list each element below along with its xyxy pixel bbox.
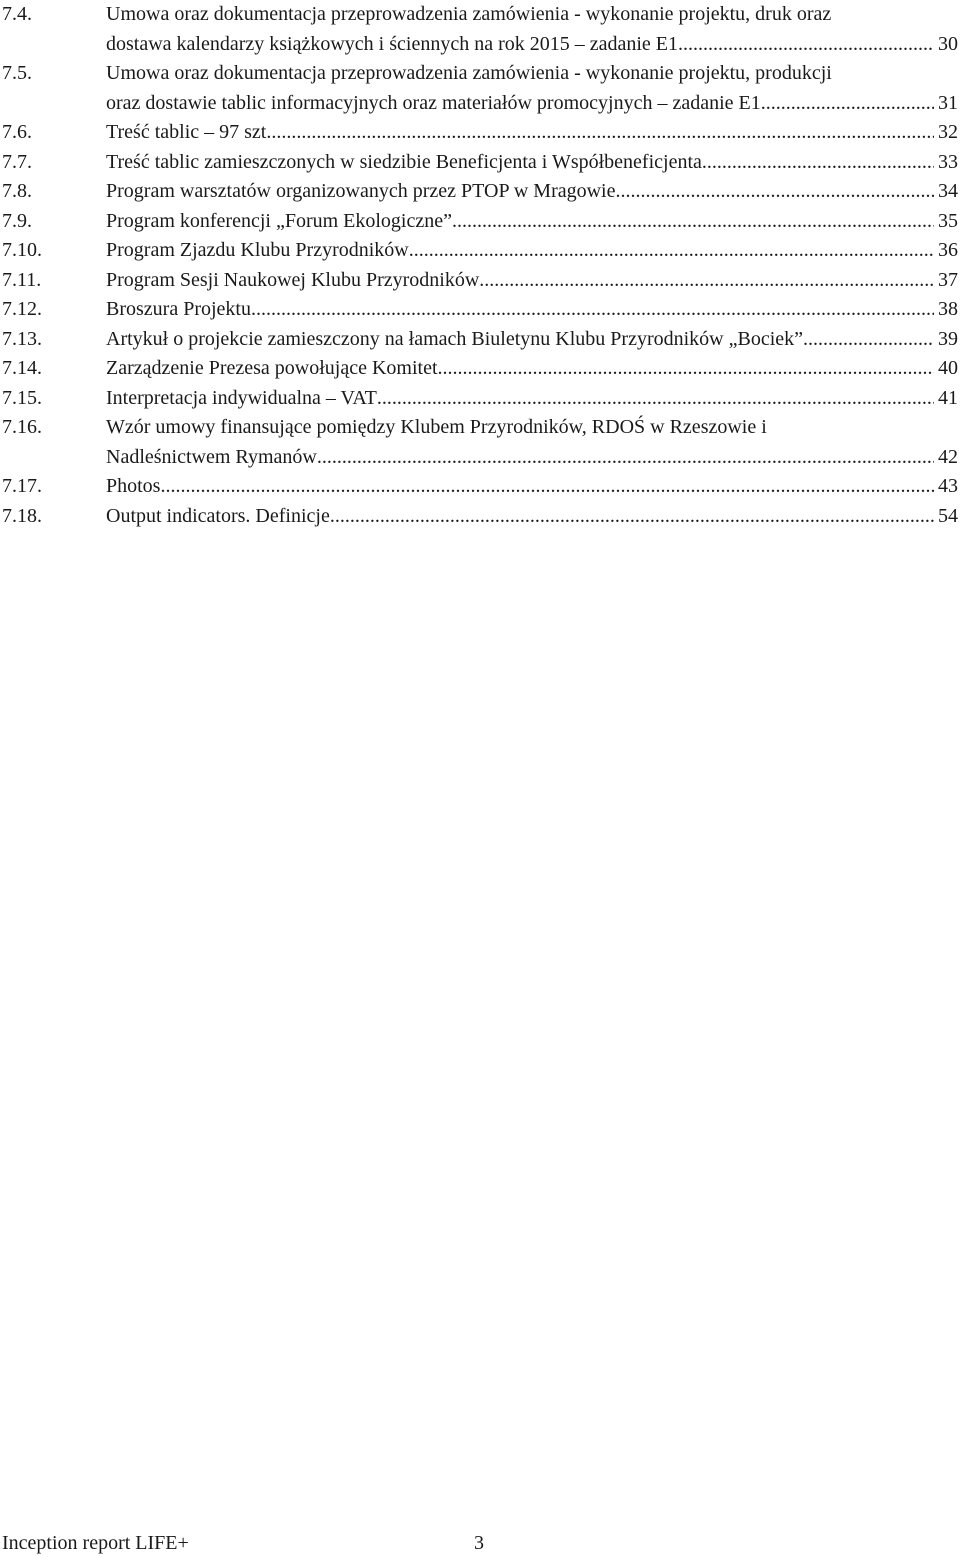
- toc-entry-page: 54: [938, 504, 958, 527]
- toc-entry[interactable]: [0, 236, 960, 266]
- toc-entry-body: [106, 266, 960, 296]
- toc-entry-body: [106, 354, 960, 384]
- toc-entry-last-line: [106, 118, 958, 148]
- toc-entry-title-line: Photos: [106, 475, 161, 497]
- toc-entry[interactable]: [0, 177, 960, 207]
- toc-entry-body: [106, 59, 960, 118]
- footer-title: Inception report LIFE+: [2, 1532, 189, 1554]
- toc-entry-page: 41: [938, 386, 958, 409]
- toc-entry-title-line: Program konferencji „Forum Ekologiczne”: [106, 209, 452, 232]
- toc-entry-title-line: Zarządzenie Prezesa powołujące Komitet: [106, 357, 438, 379]
- toc-entry[interactable]: [0, 413, 960, 472]
- dot-leader: [808, 325, 934, 355]
- toc-entry[interactable]: [0, 295, 960, 325]
- toc-entry-body: [106, 325, 960, 355]
- toc-entry-page: 31: [938, 91, 958, 114]
- toc-entry-last-line: [106, 295, 958, 325]
- toc-entry-last-line: [106, 148, 958, 178]
- toc-entry-title-line: Nadleśnictwem Rymanów: [106, 445, 317, 468]
- dot-leader: [317, 443, 934, 473]
- toc-entry-number: 7.11.: [2, 268, 42, 291]
- toc-entry-page: 39: [938, 327, 958, 350]
- toc-entry-body: [106, 413, 960, 472]
- toc-entry-page: 35: [938, 209, 958, 232]
- toc-entry-page: 34: [938, 180, 958, 202]
- toc-entry[interactable]: [0, 118, 960, 148]
- toc-entry-number: 7.17.: [2, 475, 42, 497]
- dot-leader: [438, 354, 934, 384]
- toc-entry-last-line: [106, 472, 958, 502]
- toc-entry-body: [106, 148, 960, 178]
- toc-entry-title-line: Program Sesji Naukowej Klubu Przyrodników: [106, 268, 480, 291]
- dot-leader: [377, 384, 934, 414]
- toc-entry-number: 7.7.: [2, 150, 32, 173]
- page-footer: [0, 1529, 960, 1558]
- toc-entry[interactable]: [0, 354, 960, 384]
- toc-entry-title-line: Program warsztatów organizowanych przez PTOP w Mragowie: [106, 180, 616, 202]
- dot-leader: [479, 266, 934, 296]
- toc-entry-number: 7.4.: [2, 3, 32, 25]
- toc-entry-number: 7.5.: [2, 62, 32, 84]
- toc-entry-number: 7.10.: [2, 239, 42, 261]
- dot-leader: [251, 295, 934, 325]
- toc-entry-title-line: Output indicators. Definicje.: [106, 504, 335, 527]
- toc-entry-number: 7.9.: [2, 209, 32, 232]
- dot-leader: [452, 207, 934, 237]
- toc-entry-body: [106, 472, 960, 502]
- toc-entry-number: 7.16.: [2, 416, 42, 438]
- toc-entry-last-line: [106, 384, 958, 414]
- toc-entry-title-line: dostawa kalendarzy książkowych i ściennych na rok 2015 – zadanie E1: [106, 32, 679, 55]
- toc-entry-last-line: [106, 502, 958, 532]
- toc-entry-title-line: Artykuł o projekcie zamieszczony na łamach Biuletynu Klubu Przyrodników „Bociek”.: [106, 327, 809, 350]
- dot-leader: [160, 472, 934, 502]
- dot-leader: [702, 148, 934, 178]
- toc-entry-page: 36: [938, 239, 958, 261]
- toc-entry-page: 32: [938, 121, 958, 143]
- toc-entry-number: 7.15.: [2, 386, 42, 409]
- toc-entry-body: [106, 502, 960, 532]
- dot-leader: [678, 30, 934, 60]
- toc-entry-last-line: [106, 354, 958, 384]
- toc-entry-page: 37: [938, 268, 958, 291]
- toc-entry-body: [106, 118, 960, 148]
- toc-entry-body: [106, 236, 960, 266]
- toc-entry-body: [106, 384, 960, 414]
- toc-entry-last-line: [106, 236, 958, 266]
- toc-entry-page: 40: [938, 357, 958, 379]
- toc-entry-number: 7.18.: [2, 504, 42, 527]
- toc-entry-title-line: Broszura Projektu: [106, 298, 251, 320]
- toc-entry-last-line: [106, 443, 958, 473]
- table-of-contents: [0, 0, 960, 531]
- footer-page-number: 3: [474, 1532, 484, 1554]
- toc-entry-page: 43: [938, 475, 958, 497]
- toc-entry-number: 7.14.: [2, 357, 42, 379]
- toc-entry-title-line: oraz dostawie tablic informacyjnych oraz materiałów promocyjnych – zadanie E1: [106, 91, 761, 114]
- toc-entry[interactable]: [0, 148, 960, 178]
- dot-leader: [616, 177, 935, 207]
- toc-entry-last-line: [106, 30, 958, 60]
- toc-entry-body: [106, 177, 960, 207]
- toc-entry[interactable]: [0, 472, 960, 502]
- toc-entry-number: 7.8.: [2, 180, 32, 202]
- toc-entry-page: 30: [938, 32, 958, 55]
- dot-leader: [335, 502, 934, 532]
- toc-entry[interactable]: [0, 384, 960, 414]
- toc-entry-number: 7.6.: [2, 121, 32, 143]
- toc-entry[interactable]: [0, 207, 960, 237]
- toc-entry-title-line: Umowa oraz dokumentacja przeprowadzenia zamówienia - wykonanie projektu, druk oraz: [106, 3, 832, 25]
- toc-entry-page: 42: [938, 445, 958, 468]
- toc-entry-last-line: [106, 325, 958, 355]
- toc-entry-number: 7.13.: [2, 327, 42, 350]
- toc-entry-title-line: Treść tablic – 97 szt.: [106, 121, 272, 143]
- toc-entry[interactable]: [0, 59, 960, 118]
- dot-leader: [271, 118, 934, 148]
- dot-leader: [409, 236, 934, 266]
- toc-entry[interactable]: [0, 325, 960, 355]
- toc-entry-title-line: Program Zjazdu Klubu Przyrodników: [106, 239, 409, 261]
- toc-entry-body: [106, 207, 960, 237]
- toc-entry-last-line: [106, 207, 958, 237]
- toc-entry[interactable]: [0, 266, 960, 296]
- toc-entry-body: [106, 0, 960, 59]
- toc-entry-title-line: Wzór umowy finansujące pomiędzy Klubem Przyrodników, RDOŚ w Rzeszowie i: [106, 416, 767, 438]
- toc-entry-last-line: [106, 266, 958, 296]
- toc-entry[interactable]: [0, 0, 960, 59]
- dot-leader: [761, 89, 934, 119]
- toc-entry[interactable]: [0, 502, 960, 532]
- toc-entry-title-line: Treść tablic zamieszczonych w siedzibie Beneficjenta i Współbeneficjenta: [106, 150, 702, 173]
- toc-entry-title-line: Umowa oraz dokumentacja przeprowadzenia zamówienia - wykonanie projektu, produkcji: [106, 62, 832, 84]
- toc-entry-last-line: [106, 89, 958, 119]
- toc-entry-body: [106, 295, 960, 325]
- toc-entry-number: 7.12.: [2, 298, 42, 320]
- toc-entry-last-line: [106, 177, 958, 207]
- toc-entry-page: 38: [938, 298, 958, 320]
- toc-entry-title-line: Interpretacja indywidualna – VAT: [106, 386, 377, 409]
- toc-entry-page: 33: [938, 150, 958, 173]
